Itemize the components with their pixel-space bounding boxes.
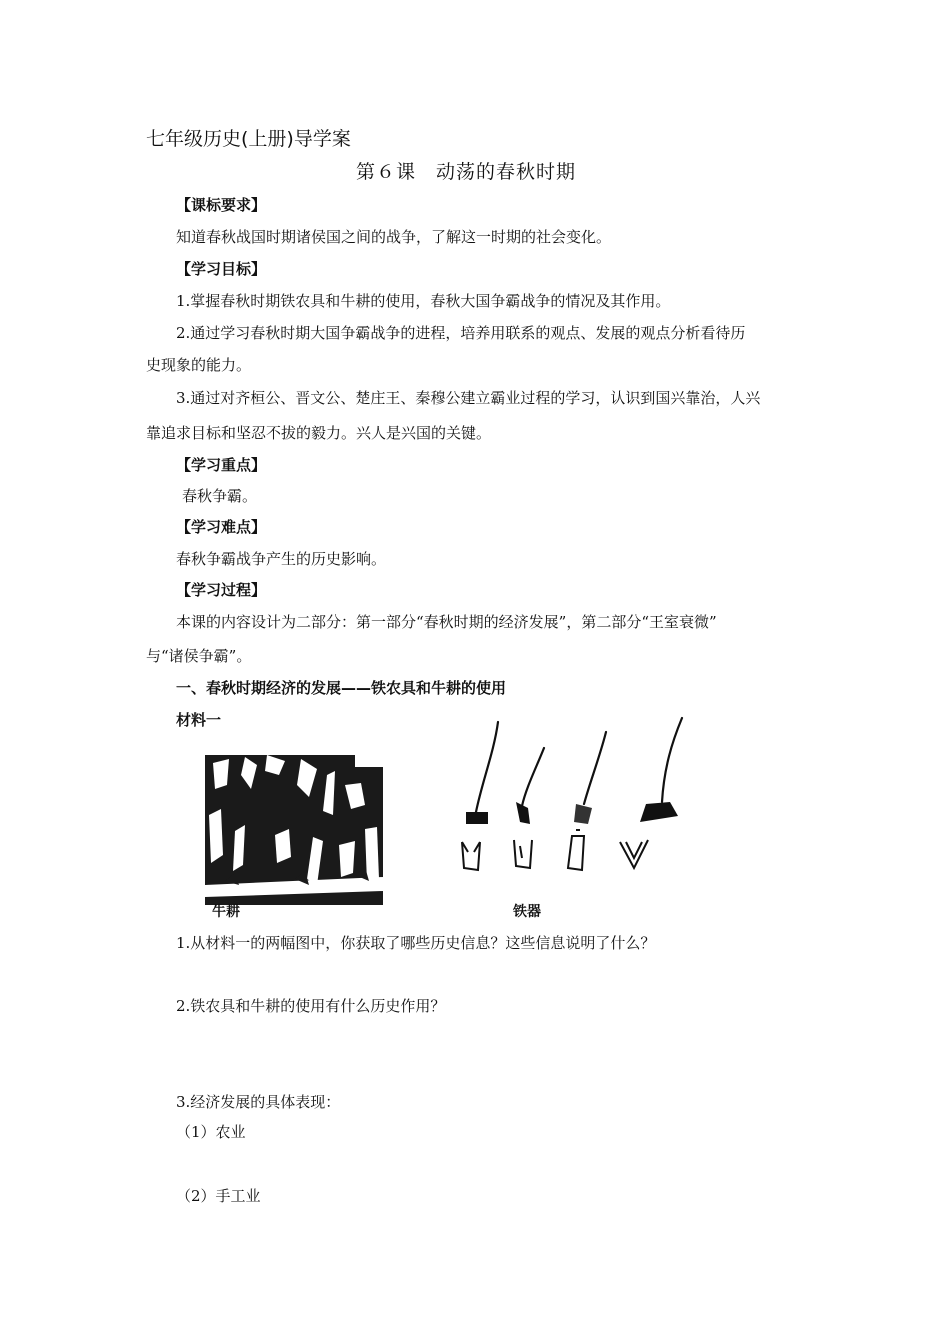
material-label: 材料一 [176,711,222,729]
goal-item-2-line-2: 史现象的能力。 [146,356,252,374]
iron-tools-image [450,712,700,882]
lesson-number: 第６课 [356,161,417,183]
difficult-heading: 【学习难点】 [176,518,267,536]
book-title: 七年级历史(上册)导学案 [146,128,351,150]
tool-handle-2 [522,748,544,806]
question-1: 1.从材料一的两幅图中，你获取了哪些历史信息？这些信息说明了什么？ [176,934,656,952]
lesson-title [356,160,576,184]
key-text: 春秋争霸。 [182,487,258,505]
ox-plough-image [205,745,383,905]
hoe-blade [466,812,488,824]
process-heading: 【学习过程】 [176,581,267,599]
goal-item-2-line-1: 2.通过学习春秋时期大国争霸战争的进程，培养用联系的观点、发展的观点分析看待历 [176,324,746,342]
tool-handle-3 [584,732,606,804]
standard-heading: 【课标要求】 [176,196,267,214]
key-heading: 【学习重点】 [176,456,267,474]
question-3-handicraft: （2）手工业 [176,1187,261,1205]
caption-iron-tools: 铁器 [513,904,541,920]
caption-ox-plough: 牛耕 [212,904,240,920]
tool-handle-4 [662,718,682,802]
process-intro-line-1: 本课的内容设计为二部分：第一部分“春秋时期的经济发展”，第二部分“王室衰微” [176,613,717,631]
goal-item-1: 1.掌握春秋时期铁农具和牛耕的使用，春秋大国争霸战争的情况及其作用。 [176,292,671,310]
question-3-agriculture: （1）农业 [176,1123,246,1141]
difficult-text: 春秋争霸战争产生的历史影响。 [176,550,387,568]
goal-item-3-line-2: 靠追求目标和坚忍不拔的毅力。兴人是兴国的关键。 [146,424,492,442]
lesson-name: 动荡的春秋时期 [436,161,577,183]
goals-heading: 【学习目标】 [176,260,267,278]
goal-item-3-line-1: 3.通过对齐桓公、晋文公、楚庄王、秦穆公建立霸业过程的学习，认识到国兴靠治，人兴 [176,389,761,407]
question-2: 2.铁农具和牛耕的使用有什么历史作用？ [176,997,446,1015]
part-one-heading: 一、春秋时期经济的发展——铁农具和牛耕的使用 [176,679,507,697]
question-3: 3.经济发展的具体表现： [176,1093,341,1111]
standard-text: 知道春秋战国时期诸侯国之间的战争，了解这一时期的社会变化。 [176,228,612,246]
process-intro-line-2: 与“诸侯争霸”。 [146,647,252,665]
tool-handle-1 [476,722,498,812]
